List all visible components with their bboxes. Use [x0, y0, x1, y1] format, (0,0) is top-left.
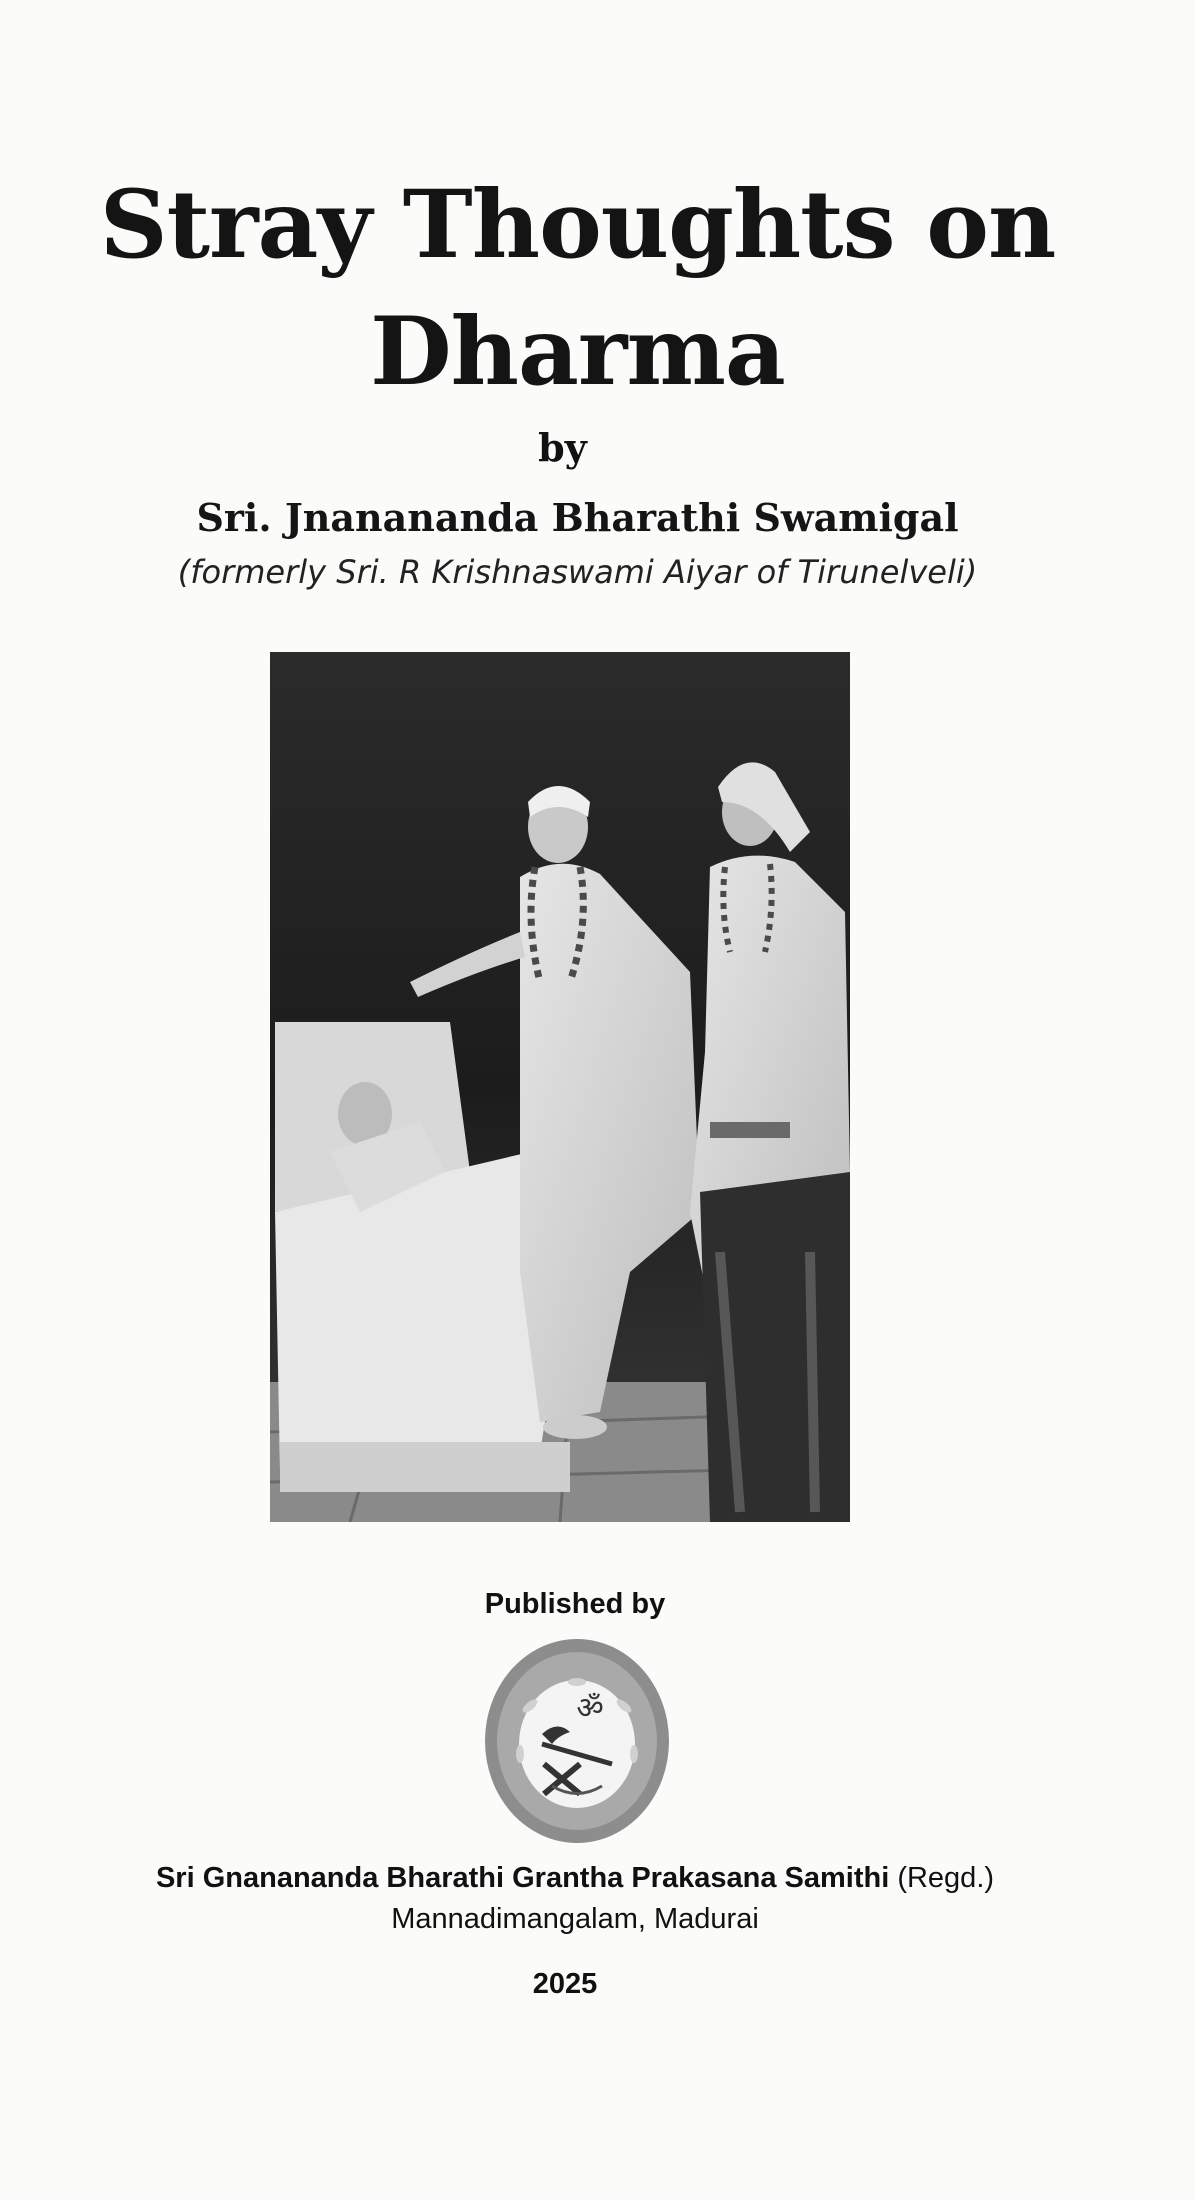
publisher-name: Sri Gnanananda Bharathi Grantha Prakasana Samithi [155, 1862, 890, 1894]
publisher-registered: (Regd.) [897, 1862, 995, 1894]
publication-year: 2025 [532, 1968, 598, 2000]
author-name: Sri. Jnanananda Bharathi Swamigal [196, 495, 959, 540]
svg-text:ॐ: ॐ [576, 1691, 604, 1726]
title-line-2: Dharma [370, 297, 785, 407]
publisher-line [0, 1862, 1150, 1895]
publisher-seal-icon [482, 1636, 672, 1846]
publisher-location: Mannadimangalam, Madurai [391, 1903, 759, 1935]
published-by-label: Published by [484, 1588, 666, 1620]
by-label: by [538, 425, 587, 470]
photo-illustration [270, 652, 850, 1522]
author-note: (formerly Sri. R Krishnaswami Aiyar of Tirunelveli) [177, 553, 978, 591]
title-line-1: Stray Thoughts on [99, 170, 1056, 280]
frontispiece-photo [270, 652, 850, 1522]
